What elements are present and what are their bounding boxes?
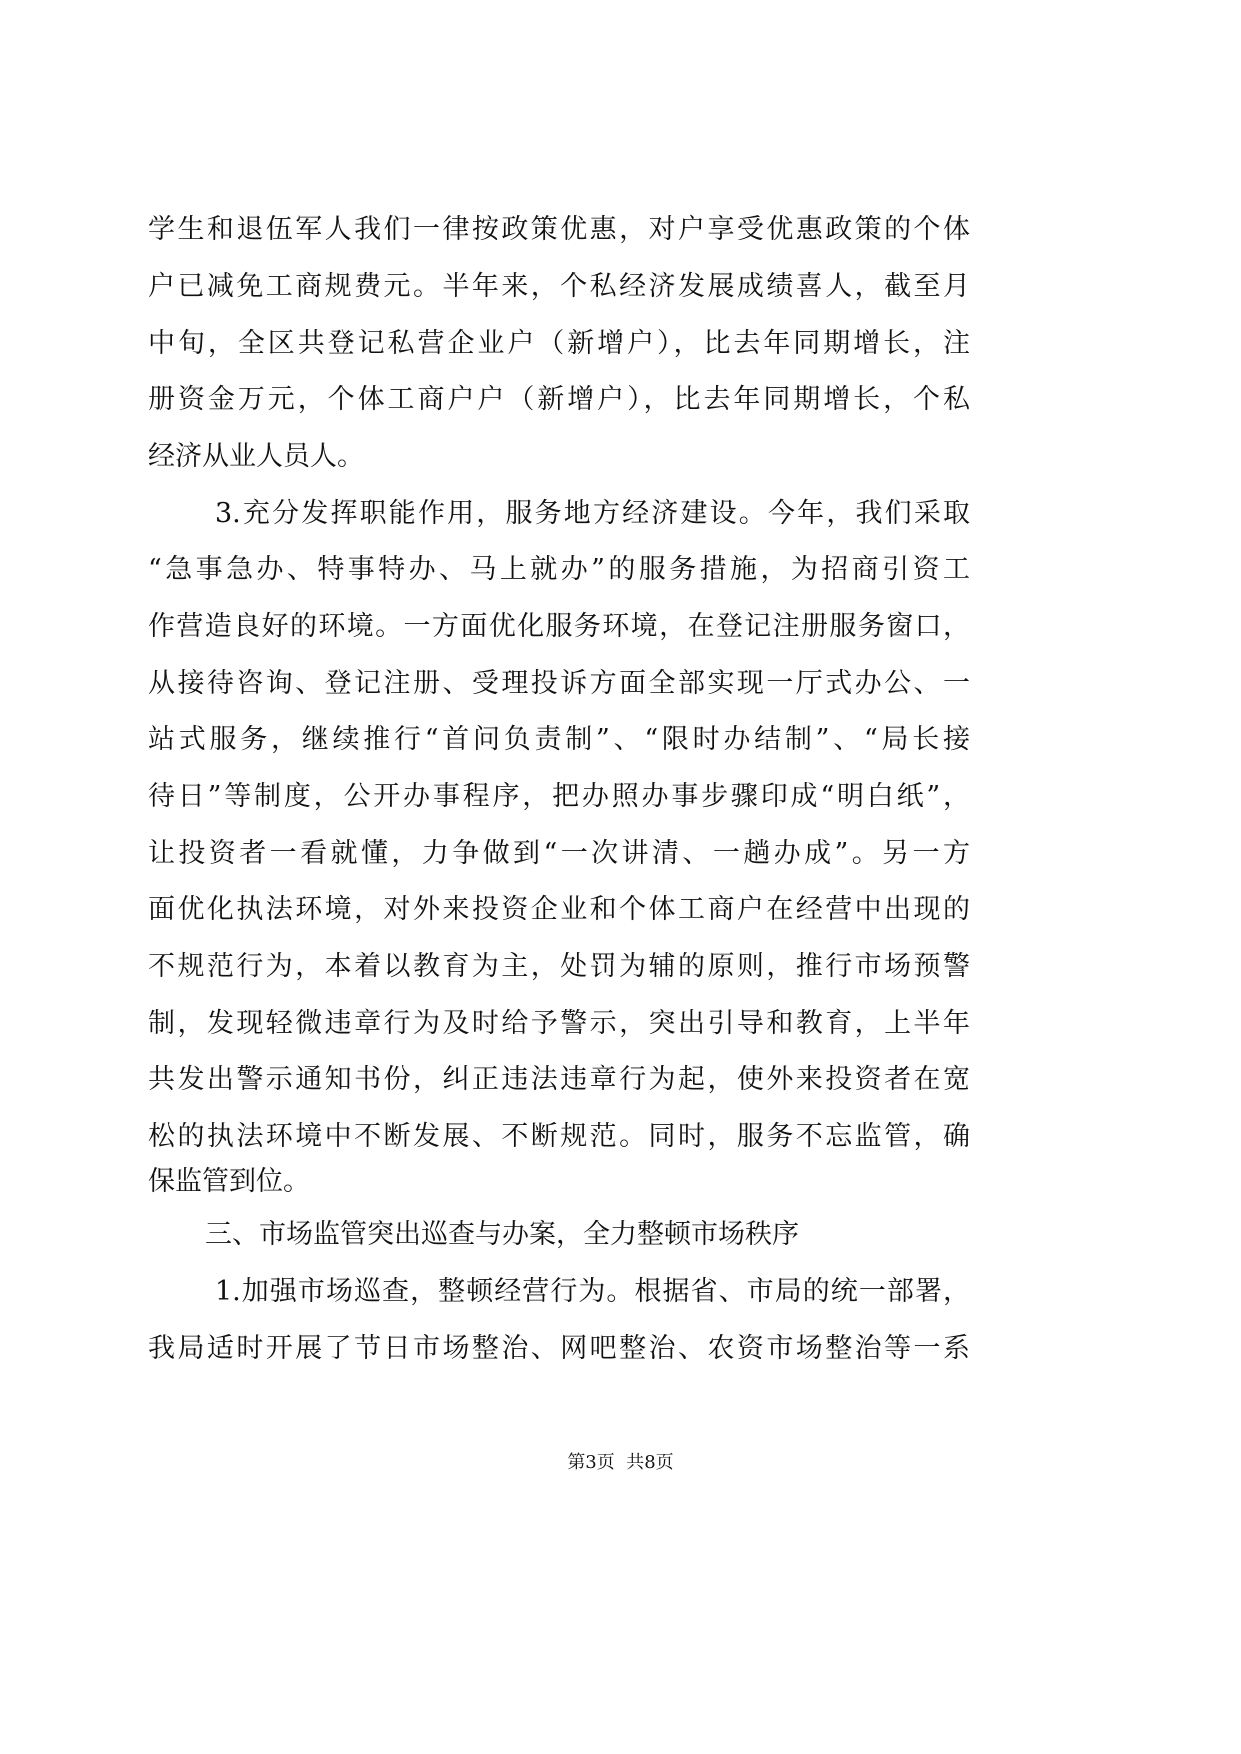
text-line: 面优化执法环境，对外来投资企业和个体工商户在经营中出现的: [148, 894, 970, 925]
text-line: “急事急办、特事特办、马上就办”的服务措施，为招商引资工: [148, 554, 970, 585]
text-line: 经济从业人员人。: [148, 441, 364, 472]
text-line: 共发出警示通知书份，纠正违法违章行为起，使外来投资者在宽: [148, 1064, 970, 1095]
paragraph-start-line: 3.充分发挥职能作用，服务地方经济建设。今年，我们采取: [215, 498, 970, 529]
text-line: 站式服务，继续推行“首问负责制”、“限时办结制”、“局长接: [148, 724, 970, 755]
paragraph-start-line: 1.加强市场巡查，整顿经营行为。根据省、市局的统一部署，: [215, 1276, 970, 1307]
text-line: 让投资者一看就懂，力争做到“一次讲清、一趟办成”。另一方: [148, 838, 970, 869]
text-line: 待日”等制度，公开办事程序，把办照办事步骤印成“明白纸”，: [148, 781, 970, 812]
text-line: 户已减免工商规费元。半年来，个私经济发展成绩喜人，截至月: [148, 271, 970, 302]
text-line: 从接待咨询、登记注册、受理投诉方面全部实现一厅式办公、一: [148, 668, 970, 699]
text-line: 作营造良好的环境。一方面优化服务环境，在登记注册服务窗口，: [148, 611, 970, 642]
text-line: 册资金万元，个体工商户户（新增户），比去年同期增长，个私: [148, 384, 970, 415]
section-heading: 三、市场监管突出巡查与办案，全力整顿市场秩序: [205, 1219, 799, 1250]
text-line: 学生和退伍军人我们一律按政策优惠，对户享受优惠政策的个体: [148, 214, 970, 245]
text-line: 松的执法环境中不断发展、不断规范。同时，服务不忘监管，确: [148, 1121, 970, 1152]
text-line: 制，发现轻微违章行为及时给予警示，突出引导和教育，上半年: [148, 1008, 970, 1039]
text-line: 我局适时开展了节日市场整治、网吧整治、农资市场整治等一系: [148, 1333, 970, 1364]
text-line: 中旬，全区共登记私营企业户（新增户），比去年同期增长，注: [148, 328, 970, 359]
text-line: 保监管到位。: [148, 1166, 310, 1197]
text-line: 不规范行为，本着以教育为主，处罚为辅的原则，推行市场预警: [148, 951, 970, 982]
page-footer: 第3页 共8页: [567, 1452, 674, 1473]
